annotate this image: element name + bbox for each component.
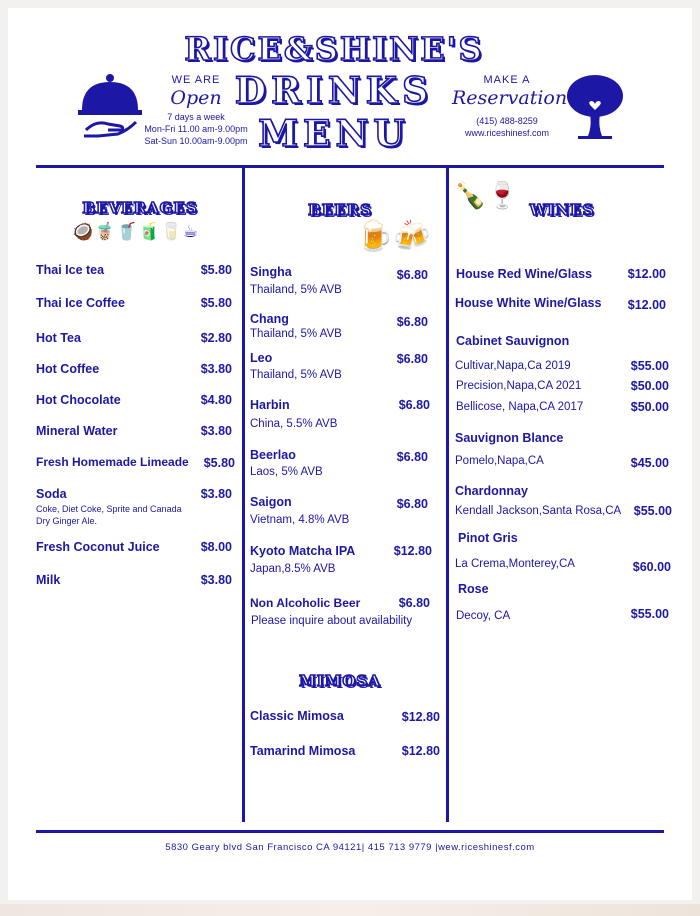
list-item: Harbin xyxy=(250,398,290,412)
list-item: Thai Ice tea xyxy=(36,263,105,277)
item-price: $6.80 xyxy=(396,450,428,464)
list-item: Classic Mimosa xyxy=(250,709,344,723)
header-divider xyxy=(36,165,664,168)
item-price: $5.80 xyxy=(200,263,232,277)
reservation-phone[interactable]: (415) 488-8259 xyxy=(476,116,538,126)
wine-heading: Rose xyxy=(458,582,489,596)
item-price: $45.00 xyxy=(630,456,669,470)
footer-divider xyxy=(36,830,664,833)
item-price: $12.00 xyxy=(627,298,666,312)
beer-detail: Please inquire about availability xyxy=(251,615,413,627)
list-item: House Red Wine/Glass xyxy=(456,267,593,281)
serving-cloche-icon xyxy=(78,72,142,140)
list-item: Milk xyxy=(36,573,61,587)
item-price: $5.80 xyxy=(200,296,232,310)
menu-title-menu: MENU xyxy=(258,113,410,155)
item-price: $2.80 xyxy=(200,331,232,345)
list-item: Hot Chocolate xyxy=(36,393,121,407)
wine-heading: Sauvignon Blance xyxy=(455,431,564,445)
item-price: $4.80 xyxy=(200,393,232,407)
item-price: $55.00 xyxy=(630,359,669,373)
column-divider-2 xyxy=(446,168,449,822)
beer-detail: Japan,8.5% AVB xyxy=(250,563,336,575)
list-item: Precision,Napa,CA 2021 xyxy=(456,380,582,392)
menu-title-drinks: DRINKS xyxy=(234,70,434,112)
item-price: $5.80 xyxy=(203,456,235,470)
wine-heading: Cabinet Sauvignon xyxy=(456,334,570,348)
item-price: $6.80 xyxy=(396,315,428,329)
list-item: Saigon xyxy=(250,495,292,509)
item-price: $12.80 xyxy=(401,710,440,724)
reservation-website[interactable]: www.riceshinesf.com xyxy=(464,128,550,138)
list-item: Chang xyxy=(250,312,289,326)
weekday-hours: Mon-Fri 11.00 am-9.00pm xyxy=(144,124,248,134)
beer-detail: Vietnam, 4.8% AVB xyxy=(250,514,350,526)
list-item: Kyoto Matcha IPA xyxy=(250,544,356,558)
list-item: Fresh Coconut Juice xyxy=(36,540,160,554)
item-price: $3.80 xyxy=(200,573,232,587)
list-item: Mineral Water xyxy=(36,424,118,438)
opening-hours-block xyxy=(136,74,256,146)
wine-heading: Pinot Gris xyxy=(458,531,518,545)
list-item: House White Wine/Glass xyxy=(455,296,602,310)
list-item: Non Alcoholic Beer xyxy=(250,596,361,610)
bottom-strip xyxy=(0,904,700,916)
item-price: $6.80 xyxy=(396,497,428,511)
wines-title: WINES xyxy=(529,201,595,219)
wine-heading: Chardonnay xyxy=(455,484,528,498)
tree-heart-icon xyxy=(566,74,624,140)
mimosa-title: MIMOSA xyxy=(299,672,381,690)
item-price: $55.00 xyxy=(630,607,669,621)
beer-detail: Thailand, 5% AVB xyxy=(250,369,342,381)
beer-detail: China, 5.5% AVB xyxy=(250,418,338,430)
make-a-label: MAKE A xyxy=(483,74,531,86)
column-divider-1 xyxy=(242,168,245,822)
item-price: $55.00 xyxy=(633,504,672,518)
item-price: $6.80 xyxy=(396,352,428,366)
item-price: $6.80 xyxy=(396,268,428,282)
item-price: $12.80 xyxy=(401,744,440,758)
item-price: $12.00 xyxy=(627,267,666,281)
footer-contact: 5830 Geary blvd San Francisco CA 94121| 415 713 9779 |wew.riceshinesf.com xyxy=(165,842,535,853)
item-price: $6.80 xyxy=(398,596,430,610)
list-item: Hot Coffee xyxy=(36,362,100,376)
list-item: Soda xyxy=(36,487,67,501)
item-price: $3.80 xyxy=(200,362,232,376)
reservation-label: Reservation xyxy=(452,87,568,109)
beverages-title: BEVERAGES xyxy=(82,199,198,217)
item-price: $6.80 xyxy=(398,398,430,412)
wines-emoji: 🍾🍷 xyxy=(454,181,519,211)
weekend-hours: Sat-Sun 10.00am-9.00pm xyxy=(144,136,248,146)
days-label: 7 days a week xyxy=(167,112,225,122)
reservation-block xyxy=(452,74,568,138)
beer-detail: Thailand, 5% AVB xyxy=(250,284,342,296)
list-item: Decoy, CA xyxy=(456,610,511,622)
list-item: Tamarind Mimosa xyxy=(250,744,356,758)
list-item: Beerlao xyxy=(250,448,296,462)
list-item: Kendall Jackson,Santa Rosa,CA xyxy=(455,505,622,517)
item-price: $60.00 xyxy=(632,560,671,574)
menu-title-restaurant: RICE&SHINE'S xyxy=(184,30,484,68)
item-price: $12.80 xyxy=(393,544,432,558)
we-are-label: WE ARE xyxy=(171,74,221,86)
beer-detail: Thailand, 5% AVB xyxy=(250,328,342,340)
beers-title: BEERS xyxy=(308,201,372,219)
item-price: $3.80 xyxy=(200,424,232,438)
list-item: La Crema,Monterey,CA xyxy=(455,558,575,570)
list-item: Bellicose, Napa,CA 2017 xyxy=(456,401,584,413)
list-item: Singha xyxy=(250,265,292,279)
item-price: $50.00 xyxy=(630,400,669,414)
item-price: $50.00 xyxy=(630,379,669,393)
open-label: Open xyxy=(170,87,222,109)
beer-detail: Laos, 5% AVB xyxy=(250,466,323,478)
list-item: Cultivar,Napa,Ca 2019 xyxy=(455,360,571,372)
list-item: Hot Tea xyxy=(36,331,81,345)
soda-note: Coke, Diet Coke, Sprite and Canada Dry Ginger Ale. xyxy=(36,504,182,526)
beverages-emoji: 🥥🧋🥤🧃🥛☕ xyxy=(72,222,200,242)
list-item: Fresh Homemade Limeade xyxy=(36,455,189,469)
list-item: Leo xyxy=(250,351,273,365)
list-item: Thai Ice Coffee xyxy=(36,296,125,310)
beers-emoji: 🍺🍻 xyxy=(356,219,431,254)
item-price: $3.80 xyxy=(200,487,232,501)
list-item: Pomelo,Napa,CA xyxy=(455,455,544,467)
item-price: $8.00 xyxy=(200,540,232,554)
